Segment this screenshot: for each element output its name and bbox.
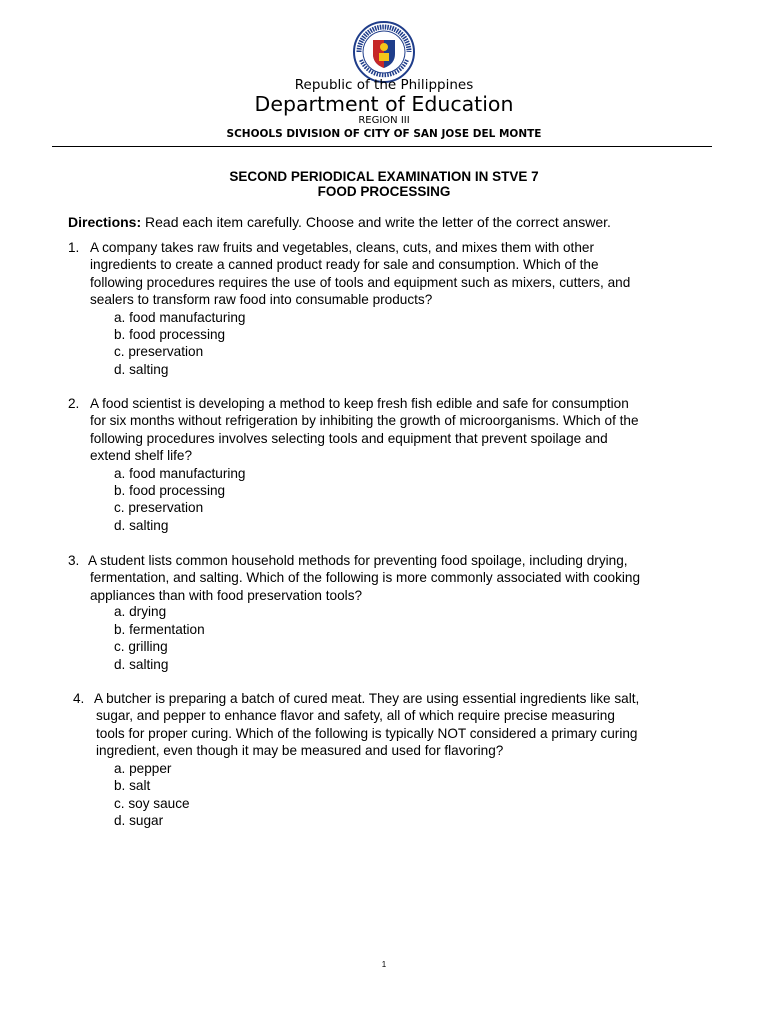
choice-4c: c. soy sauce [114, 796, 190, 811]
question-text-line: A butcher is preparing a batch of cured meat. They are using essential ingredients like salt, [94, 691, 640, 706]
directions-text: Read each item carefully. Choose and write the letter of the correct answer. [145, 214, 611, 230]
exam-subtitle: FOOD PROCESSING [317, 184, 451, 199]
choice-4a: a. pepper [114, 761, 172, 776]
question-text-line: A student lists common household methods for preventing food spoilage, including drying, [88, 553, 628, 568]
choice-3a: a. drying [114, 604, 167, 619]
choice-1a: a. food manufacturing [114, 310, 246, 325]
question-text-line: tools for proper curing. Which of the following is typically NOT considered a primary curing [96, 725, 638, 741]
department-heading: Department of Education [254, 92, 514, 116]
question-number: 3. [68, 553, 80, 568]
question-text-line: extend shelf life? [90, 448, 193, 464]
choice-2b: b. food processing [114, 483, 226, 498]
question-3 [68, 552, 640, 604]
question-text-line: ingredients to create a canned product ready for sale and consumption. Which of the [90, 257, 599, 273]
choice-2a: a. food manufacturing [114, 466, 246, 481]
question-number: 1. [68, 240, 80, 255]
question-4 [73, 690, 639, 760]
choice-3b: b. fermentation [114, 622, 205, 637]
directions [68, 214, 611, 230]
choice-3d: d. salting [114, 657, 169, 672]
choice-1d: d. salting [114, 362, 169, 377]
question-text-line: following procedures involves selecting tools and equipment that prevent spoilage and [90, 430, 608, 446]
choice-2c: c. preservation [114, 500, 204, 515]
question-text-line: sugar, and pepper to enhance flavor and safety, all of which require precise measuring [96, 708, 615, 724]
division-heading: SCHOOLS DIVISION OF CITY OF SAN JOSE DEL MONTE [226, 128, 542, 140]
question-text-line: appliances than with food preservation tools? [90, 587, 363, 603]
republic-heading: Republic of the Philippines [294, 77, 474, 93]
choice-2d: d. salting [114, 518, 169, 533]
question-text-line: sealers to transform raw food into consumable products? [90, 292, 433, 308]
question-text-line: ingredient, even though it may be measured and used for flavoring? [96, 743, 504, 759]
directions-label: Directions: [68, 214, 142, 230]
exam-title: SECOND PERIODICAL EXAMINATION IN STVE 7 [229, 169, 539, 184]
question-text-line: fermentation, and salting. Which of the following is more commonly associated with cooking [90, 570, 641, 586]
question-text-line: for six months without refrigeration by inhibiting the growth of microorganisms. Which of the [90, 413, 639, 429]
question-1 [68, 239, 630, 309]
choice-3c: c. grilling [114, 639, 168, 654]
question-text-line: following procedures requires the use of tools and equipment such as mixers, cutters, and [90, 274, 631, 290]
deped-seal-logo [349, 20, 419, 84]
question-text-line: A company takes raw fruits and vegetables, cleans, cuts, and mixes them with other [90, 240, 594, 255]
choice-4b: b. salt [114, 778, 151, 793]
page-number: 1 [381, 960, 387, 969]
choice-1c: c. preservation [114, 344, 204, 359]
question-number: 4. [73, 691, 85, 706]
header-divider [52, 146, 712, 147]
question-number: 2. [68, 396, 80, 411]
choice-1b: b. food processing [114, 327, 226, 342]
question-2 [68, 395, 639, 465]
question-text-line: A food scientist is developing a method to keep fresh fish edible and safe for consumption [90, 396, 629, 411]
region-heading: REGION III [358, 115, 410, 126]
choice-4d: d. sugar [114, 813, 164, 828]
